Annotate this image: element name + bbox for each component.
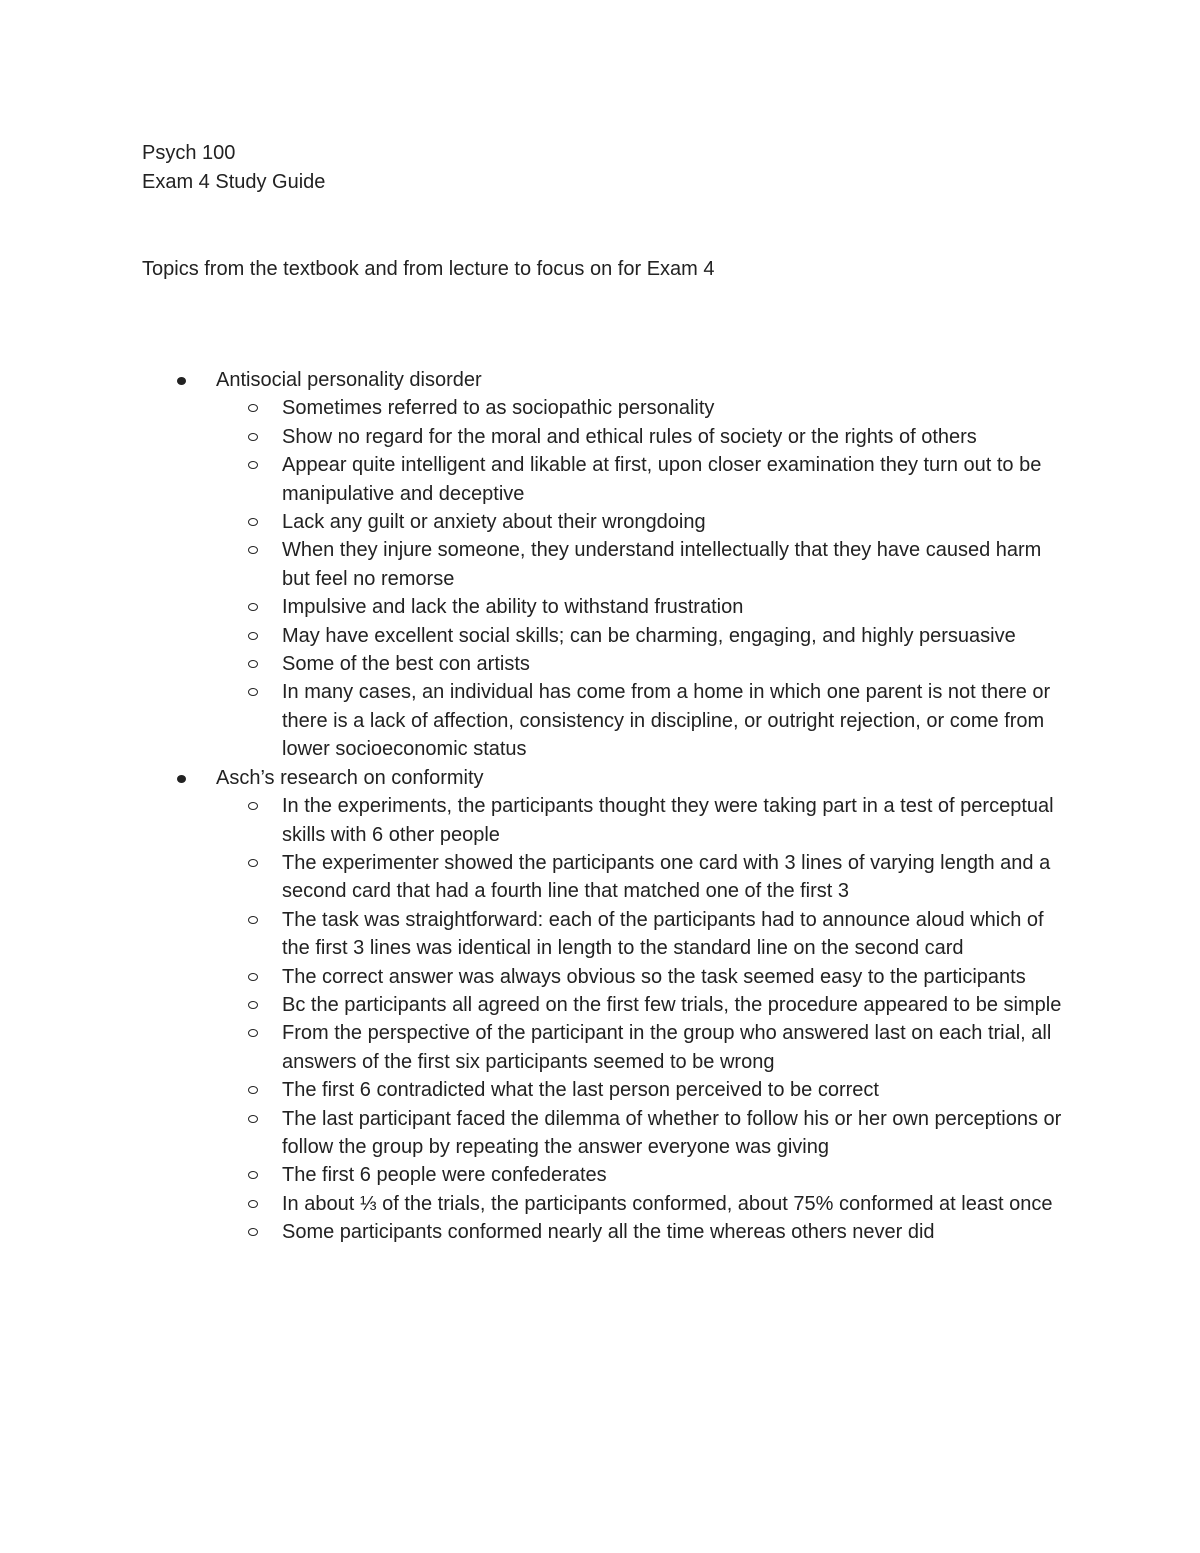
filled-bullet-icon — [177, 377, 186, 385]
topic-title: Antisocial personality disorder — [216, 369, 482, 391]
hollow-bullet-icon — [248, 433, 258, 441]
list-item-text: Some participants conformed nearly all the time whereas others never did — [282, 1221, 935, 1244]
list-item-text: In the experiments, the participants thought they were taking part in a test of perceptual skills with 6 other people — [282, 795, 1054, 846]
list-item-text: May have excellent social skills; can be charming, engaging, and highly persuasive — [282, 624, 1016, 647]
hollow-bullet-icon — [248, 461, 258, 469]
list-item — [0, 906, 1072, 963]
document-title: Exam 4 Study Guide — [142, 171, 326, 193]
hollow-bullet-icon — [248, 688, 258, 696]
hollow-bullet-icon — [248, 916, 258, 924]
list-item — [0, 423, 1072, 451]
list-item — [0, 963, 1072, 991]
list-item — [0, 1190, 1072, 1218]
subtopic-list — [216, 792, 1200, 1247]
list-item — [0, 678, 1072, 763]
list-item — [0, 849, 1072, 906]
list-item-text: Show no regard for the moral and ethical rules of society or the rights of others — [282, 425, 977, 448]
hollow-bullet-icon — [248, 518, 258, 526]
hollow-bullet-icon — [248, 1115, 258, 1123]
hollow-bullet-icon — [248, 859, 258, 867]
hollow-bullet-icon — [248, 1200, 258, 1208]
list-item-text: Some of the best con artists — [282, 653, 530, 676]
topic-item — [0, 366, 1200, 764]
topic-list — [0, 366, 1200, 1247]
topic-title: Asch’s research on conformity — [216, 766, 484, 789]
list-item — [0, 394, 1072, 422]
hollow-bullet-icon — [248, 1029, 258, 1037]
list-item-text: Bc the participants all agreed on the first few trials, the procedure appeared to be simple — [282, 993, 1062, 1016]
list-item — [0, 622, 1072, 650]
list-item — [0, 650, 1072, 678]
document-header — [142, 139, 325, 197]
hollow-bullet-icon — [248, 603, 258, 611]
list-item — [0, 536, 1072, 593]
hollow-bullet-icon — [248, 1086, 258, 1094]
subtopic-list — [216, 394, 1200, 763]
filled-bullet-icon — [177, 775, 186, 783]
list-item-text: The correct answer was always obvious so the task seemed easy to the participants — [282, 965, 1026, 988]
list-item-text: When they injure someone, they understand intellectually that they have caused harm but feel no remorse — [282, 539, 1042, 590]
list-item — [0, 1019, 1072, 1076]
list-item-text: In many cases, an individual has come from a home in which one parent is not there or there is a lack of affection, consistency in discipline, or outright rejection, or come from lower socioeconomic status — [282, 681, 1051, 761]
list-item — [0, 593, 1072, 621]
course-name: Psych 100 — [142, 142, 236, 164]
list-item-text: In about ⅓ of the trials, the participants conformed, about 75% conformed at least once — [282, 1192, 1053, 1215]
list-item — [0, 1105, 1072, 1162]
list-item-text: Sometimes referred to as sociopathic personality — [282, 397, 715, 420]
list-item-text: From the perspective of the participant in the group who answered last on each trial, all answers of the first six participants seemed to be wrong — [282, 1022, 1052, 1073]
intro-text: Topics from the textbook and from lecture to focus on for Exam 4 — [142, 258, 715, 280]
hollow-bullet-icon — [248, 546, 258, 554]
list-item — [0, 792, 1072, 849]
list-item-text: The first 6 people were confederates — [282, 1164, 607, 1187]
hollow-bullet-icon — [248, 404, 258, 412]
list-item-text: The last participant faced the dilemma of whether to follow his or her own perceptions or follow the group by repeating the answer everyone was giving — [282, 1107, 1062, 1158]
list-item — [0, 508, 1072, 536]
hollow-bullet-icon — [248, 1001, 258, 1009]
list-item-text: Impulsive and lack the ability to withstand frustration — [282, 596, 744, 619]
list-item-text: The first 6 contradicted what the last person perceived to be correct — [282, 1079, 879, 1102]
hollow-bullet-icon — [248, 1228, 258, 1236]
list-item-text: The experimenter showed the participants one card with 3 lines of varying length and a second card that had a fourth line that matched one of the first 3 — [282, 851, 1051, 903]
topic-item — [0, 764, 1200, 1247]
list-item — [0, 991, 1072, 1019]
list-item-text: The task was straightforward: each of the participants had to announce aloud which of the first 3 lines was identical in length to the standard line on the second card — [282, 908, 1044, 960]
list-item-text: Lack any guilt or anxiety about their wrongdoing — [282, 511, 706, 534]
list-item — [0, 1161, 1072, 1189]
list-item — [0, 1218, 1072, 1246]
list-item — [0, 1076, 1072, 1104]
hollow-bullet-icon — [248, 632, 258, 640]
list-item — [0, 451, 1072, 508]
hollow-bullet-icon — [248, 802, 258, 810]
hollow-bullet-icon — [248, 973, 258, 981]
hollow-bullet-icon — [248, 660, 258, 668]
hollow-bullet-icon — [248, 1171, 258, 1179]
list-item-text: Appear quite intelligent and likable at first, upon closer examination they turn out to be manipulative and deceptive — [282, 454, 1042, 505]
